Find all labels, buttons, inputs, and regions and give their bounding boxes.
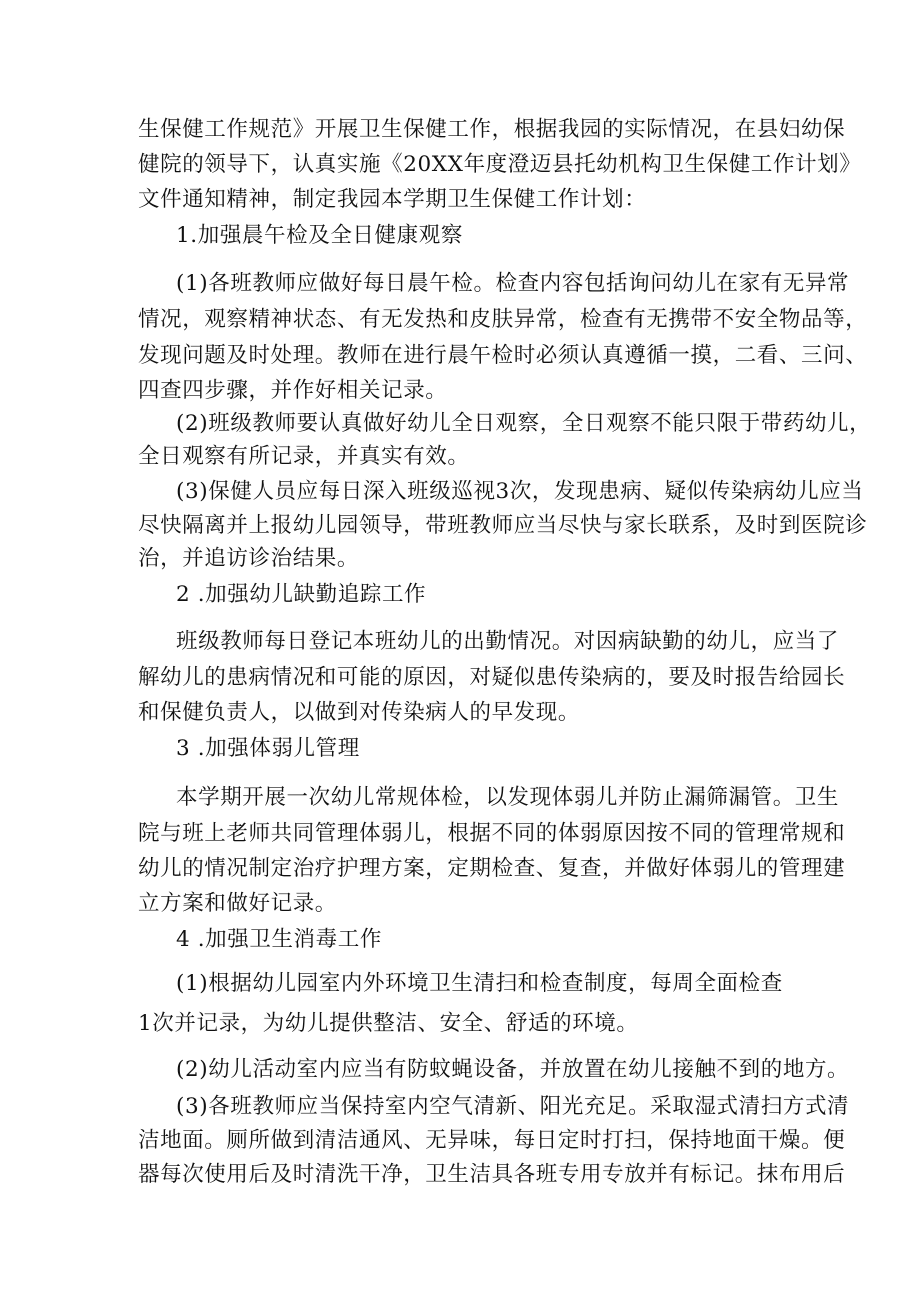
text-line: 洁地面。厕所做到清洁通风、无异味，每日定时打扫，保持地面干燥。便 xyxy=(138,1128,846,1153)
text-line: 治，并追访诊治结果。 xyxy=(138,546,360,571)
text-line: 四查四步骤，并作好相关记录。 xyxy=(138,378,448,403)
text-line: (3)保健人员应每日深入班级巡视3次，发现患病、疑似传染病幼儿应当 xyxy=(176,479,864,504)
text-line: 发现问题及时处理。教师在进行晨午检时必须认真遵循一摸，二看、三问、 xyxy=(138,343,868,368)
text-line: 立方案和做好记录。 xyxy=(138,891,337,916)
text-line: (3)各班教师应当保持室内空气清新、阳光充足。采取湿式清扫方式清 xyxy=(176,1094,850,1119)
text-line: 1次并记录，为幼儿提供整洁、安全、舒适的环境。 xyxy=(138,1011,639,1036)
text-line: 健院的领导下，认真实施《20XX年度澄迈县托幼机构卫生保健工作计划》 xyxy=(138,152,862,177)
text-line: 全日观察有所记录，并真实有效。 xyxy=(138,444,470,469)
section-heading: 2 .加强幼儿缺勤追踪工作 xyxy=(176,582,427,607)
text-line: (1)根据幼儿园室内外环境卫生清扫和检查制度，每周全面检查 xyxy=(176,971,783,996)
section-heading: 3 .加强体弱儿管理 xyxy=(176,736,360,761)
text-line: 器每次使用后及时清洗干净，卫生洁具各班专用专放并有标记。抹布用后 xyxy=(138,1162,846,1187)
text-line: 情况，观察精神状态、有无发热和皮肤异常，检查有无携带不安全物品等， xyxy=(138,307,868,332)
text-line: 院与班上老师共同管理体弱儿，根据不同的体弱原因按不同的管理常规和 xyxy=(138,821,846,846)
text-line: 班级教师每日登记本班幼儿的出勤情况。对因病缺勤的幼儿，应当了 xyxy=(176,629,840,654)
text-line: 解幼儿的患病情况和可能的原因，对疑似患传染病的，要及时报告给园长 xyxy=(138,665,846,690)
section-heading: 4 .加强卫生消毒工作 xyxy=(176,927,382,952)
text-line: (2)幼儿活动室内应当有防蚊蝇设备，并放置在幼儿接触不到的地方。 xyxy=(176,1057,850,1082)
section-heading: 1.加强晨午检及全日健康观察 xyxy=(176,223,463,248)
text-line: 尽快隔离并上报幼儿园领导，带班教师应当尽快与家长联系，及时到医院诊 xyxy=(138,513,868,538)
text-line: (2)班级教师要认真做好幼儿全日观察，全日观察不能只限于带药幼儿， xyxy=(176,411,872,436)
text-line: 本学期开展一次幼儿常规体检，以发现体弱儿并防止漏筛漏管。卫生 xyxy=(176,785,840,810)
text-line: 文件通知精神，制定我园本学期卫生保健工作计划： xyxy=(138,187,647,212)
text-line: 幼儿的情况制定治疗护理方案，定期检查、复查，并做好体弱儿的管理建 xyxy=(138,856,846,881)
text-line: 和保健负责人，以做到对传染病人的早发现。 xyxy=(138,700,581,725)
text-line: (1)各班教师应做好每日晨午检。检查内容包括询问幼儿在家有无异常 xyxy=(176,271,850,296)
text-line: 生保健工作规范》开展卫生保健工作，根据我园的实际情况，在县妇幼保 xyxy=(138,117,846,142)
